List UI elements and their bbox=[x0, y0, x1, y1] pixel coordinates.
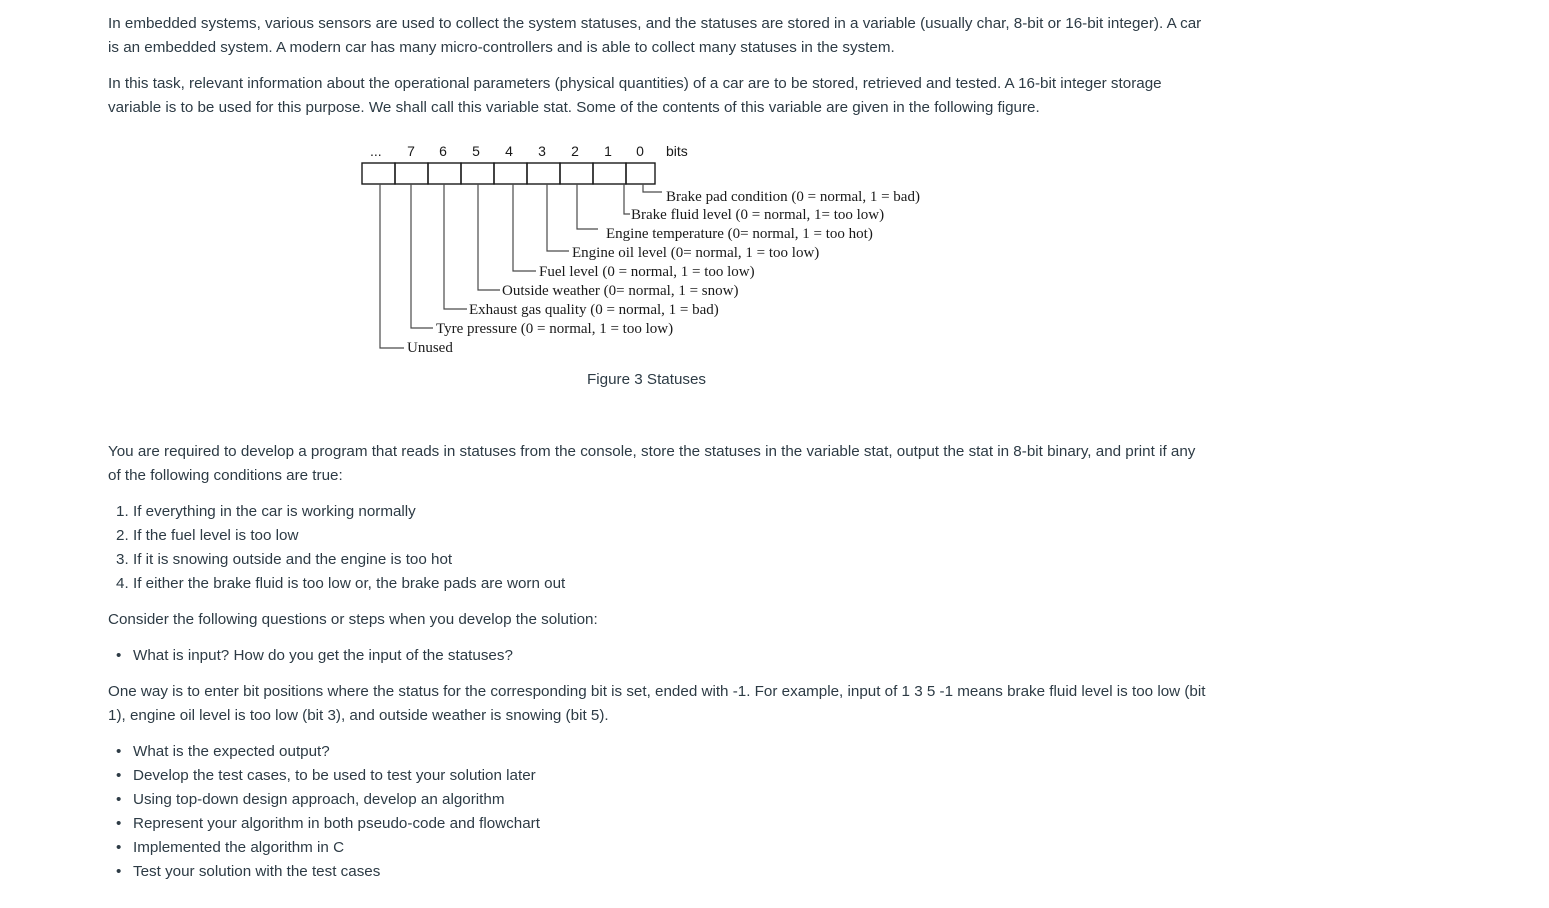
bits-label: bits bbox=[666, 143, 688, 159]
requirement-paragraph: You are required to develop a program that reads in statuses from the console, store the statuses in the variable stat, output the stat in 8-bit binary, and print if any of the following conditions are true: bbox=[108, 443, 1196, 484]
bit-box-1 bbox=[593, 163, 626, 184]
bits-ellipsis: ... bbox=[370, 143, 382, 159]
list-item: • What is the expected output? bbox=[116, 743, 330, 760]
label-exhaust-gas: Exhaust gas quality (0 = normal, 1 = bad) bbox=[469, 302, 719, 318]
list-item: • Develop the test cases, to be used to test your solution later bbox=[116, 767, 536, 784]
list-item: • Represent your algorithm in both pseudo-code and flowchart bbox=[116, 815, 540, 832]
questions-list-a bbox=[116, 644, 513, 668]
list-item: 3. If it is snowing outside and the engine is too hot bbox=[116, 551, 453, 568]
label-outside-weather: Outside weather (0= normal, 1 = snow) bbox=[502, 283, 739, 299]
leader-line-bit-2 bbox=[577, 184, 598, 229]
intro-paragraph-1: In embedded systems, various sensors are used to collect the system statuses, and the statuses are stored in a variable (usually char, 8-bit or 16-bit integer). A car is an embedded system. A modern car has many micro-controllers and is able to collect many statuses in the system. bbox=[108, 15, 1202, 56]
label-engine-oil: Engine oil level (0= normal, 1 = too low) bbox=[572, 245, 820, 261]
leader-line-bit-4 bbox=[513, 184, 536, 271]
bit-boxes bbox=[362, 163, 655, 184]
bit-number-6: 6 bbox=[439, 143, 447, 159]
list-item: 4. If either the brake fluid is too low or, the brake pads are worn out bbox=[116, 575, 566, 592]
leader-line-bit-5 bbox=[478, 184, 500, 290]
intro-paragraph-2: In this task, relevant information about the operational parameters (physical quantities) of a car are to be stored, retrieved and tested. A 16-bit integer storage variable is to be used for this purpose. We shall call this variable stat. Some of the contents of this variable are given in the following figure. bbox=[108, 75, 1162, 116]
leader-line-bit-3 bbox=[547, 184, 569, 251]
list-item: • Implemented the algorithm in C bbox=[116, 839, 345, 856]
label-fuel-level: Fuel level (0 = normal, 1 = too low) bbox=[539, 264, 755, 280]
bit-box-4 bbox=[494, 163, 527, 184]
bit-number-1: 1 bbox=[604, 143, 612, 159]
bit-number-2: 2 bbox=[571, 143, 579, 159]
leader-line-bit-7 bbox=[411, 184, 433, 328]
list-item: • Using top-down design approach, develop an algorithm bbox=[116, 791, 505, 808]
consider-paragraph: Consider the following questions or steps when you develop the solution: bbox=[108, 611, 598, 628]
leader-line-bit-1 bbox=[624, 184, 630, 214]
list-item: • Test your solution with the test cases bbox=[116, 863, 381, 880]
bit-box-5 bbox=[461, 163, 494, 184]
label-unused: Unused bbox=[407, 340, 453, 356]
bit-box-0 bbox=[626, 163, 655, 184]
status-bits-figure bbox=[360, 138, 960, 360]
list-item: 2. If the fuel level is too low bbox=[116, 527, 299, 544]
bit-number-0: 0 bbox=[636, 143, 644, 159]
leader-line-bit-6 bbox=[444, 184, 467, 309]
bit-number-5: 5 bbox=[472, 143, 480, 159]
bit-box-unused bbox=[362, 163, 395, 184]
label-tyre-pressure: Tyre pressure (0 = normal, 1 = too low) bbox=[436, 321, 674, 337]
bit-box-3 bbox=[527, 163, 560, 184]
leader-line-bit-0 bbox=[643, 184, 662, 192]
conditions-list bbox=[116, 500, 565, 596]
input-explanation-paragraph: One way is to enter bit positions where the status for the corresponding bit is set, ended with -1. For example, input of 1 3 5 -1 means brake fluid level is too low (bit 1), engine oil level is too low (bit 3), and outside weather is snowing (bit 5). bbox=[108, 683, 1206, 724]
questions-list-b bbox=[116, 740, 540, 884]
bit-number-3: 3 bbox=[538, 143, 546, 159]
bit-box-6 bbox=[428, 163, 461, 184]
bit-box-7 bbox=[395, 163, 428, 184]
label-brake-pad: Brake pad condition (0 = normal, 1 = bad) bbox=[666, 189, 920, 205]
bit-box-2 bbox=[560, 163, 593, 184]
leader-line-unused bbox=[380, 184, 404, 348]
bit-number-7: 7 bbox=[407, 143, 415, 159]
list-item: 1. If everything in the car is working normally bbox=[116, 503, 416, 520]
bit-number-4: 4 bbox=[505, 143, 513, 159]
figure-caption: Figure 3 Statuses bbox=[587, 371, 707, 388]
label-engine-temperature: Engine temperature (0= normal, 1 = too hot) bbox=[606, 226, 873, 242]
list-item: • What is input? How do you get the input of the statuses? bbox=[116, 647, 513, 664]
label-brake-fluid: Brake fluid level (0 = normal, 1= too low) bbox=[631, 207, 885, 223]
